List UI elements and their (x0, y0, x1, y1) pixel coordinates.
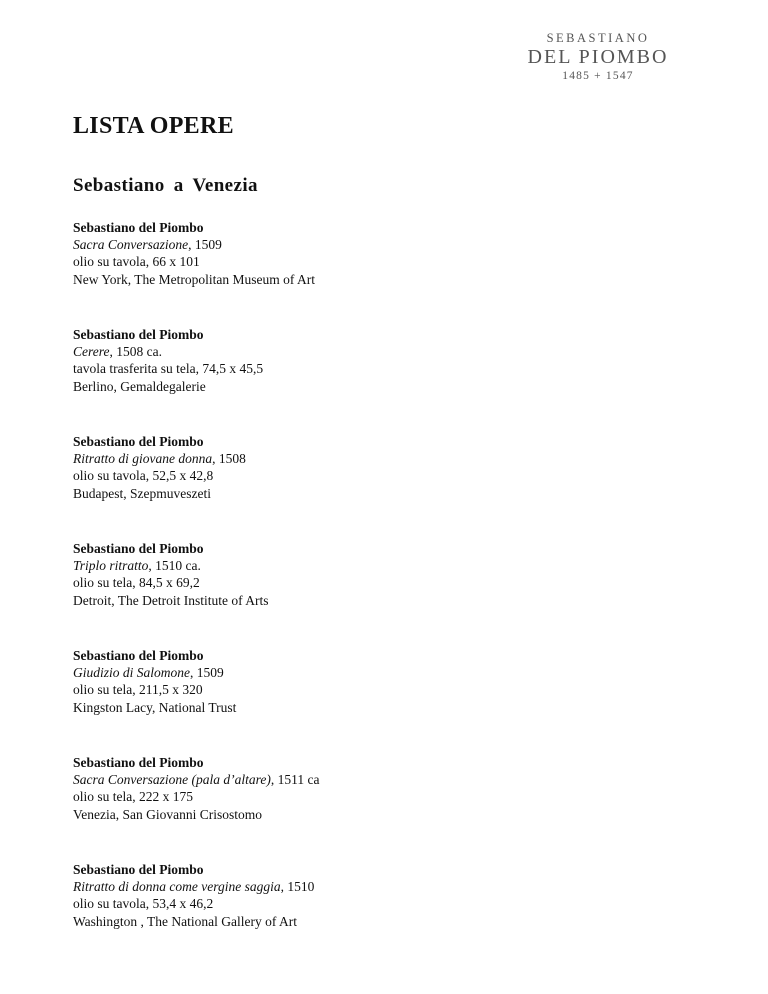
artwork-date: , 1511 ca (270, 772, 320, 788)
page-title: LISTA OPERE (73, 113, 234, 139)
artwork-artist: Sebastiano del Piombo (73, 648, 204, 663)
artwork-title: Cerere (73, 344, 110, 360)
artwork-date: , 1509 (190, 665, 224, 681)
logo-line-first-name: SEBASTIANO (546, 31, 650, 45)
artwork-entry (73, 219, 693, 326)
artwork-date: , 1510 (280, 879, 315, 895)
logo (498, 30, 698, 84)
artwork-location: Venezia, San Giovanni Crisostomo (73, 806, 262, 822)
artwork-artist: Sebastiano del Piombo (73, 862, 204, 877)
artwork-title: Ritratto di donna come vergine saggia (73, 879, 281, 895)
artwork-date: , 1510 ca. (148, 558, 201, 574)
artwork-title-line (73, 771, 693, 788)
artwork-title: Sacra Conversazione (pala d’altare) (73, 772, 271, 788)
artwork-medium: olio su tela, 84,5 x 69,2 (73, 575, 200, 591)
artwork-list (73, 219, 693, 968)
artwork-location: Kingston Lacy, National Trust (73, 699, 237, 715)
logo-line-surname: DEL PIOMBO (527, 46, 669, 68)
artwork-title-line (73, 236, 693, 253)
artwork-title: Triplo ritratto (73, 558, 149, 574)
artwork-medium: olio su tela, 211,5 x 320 (73, 682, 203, 698)
artwork-location: Detroit, The Detroit Institute of Arts (73, 592, 269, 608)
artwork-entry (73, 326, 693, 433)
artwork-title-line (73, 557, 693, 574)
artwork-artist: Sebastiano del Piombo (73, 541, 204, 556)
artwork-title-line (73, 664, 693, 681)
artwork-title-line (73, 450, 693, 467)
artwork-artist: Sebastiano del Piombo (73, 327, 204, 342)
artwork-medium: olio su tavola, 53,4 x 46,2 (73, 896, 214, 912)
artwork-artist: Sebastiano del Piombo (73, 434, 204, 449)
artwork-entry (73, 754, 693, 861)
artwork-artist: Sebastiano del Piombo (73, 755, 204, 770)
artwork-title: Sacra Conversazione (73, 237, 189, 253)
artwork-title: Ritratto di giovane donna (73, 451, 213, 467)
artwork-date: , 1508 ca. (109, 344, 162, 360)
artwork-entry (73, 647, 693, 754)
artwork-entry (73, 861, 693, 968)
artwork-title-line (73, 343, 693, 360)
artwork-entry (73, 540, 693, 647)
artwork-medium: tavola trasferita su tela, 74,5 x 45,5 (73, 361, 264, 377)
logo-line-years: 1485 + 1547 (562, 70, 634, 82)
artwork-date: , 1508 (212, 451, 246, 467)
artwork-location: Budapest, Szepmuveszeti (73, 485, 211, 501)
artwork-title-line (73, 878, 693, 895)
artwork-medium: olio su tavola, 52,5 x 42,8 (73, 468, 214, 484)
artwork-title: Giudizio di Salomone (73, 665, 190, 681)
artwork-date: , 1509 (188, 237, 222, 253)
artwork-location: New York, The Metropolitan Museum of Art (73, 271, 315, 287)
artwork-artist: Sebastiano del Piombo (73, 220, 204, 235)
artwork-location: Berlino, Gemaldegalerie (73, 378, 206, 394)
artwork-entry (73, 433, 693, 540)
artwork-location: Washington , The National Gallery of Art (73, 913, 297, 929)
artwork-medium: olio su tela, 222 x 175 (73, 789, 193, 805)
section-title: Sebastiano a Venezia (73, 175, 258, 196)
artwork-medium: olio su tavola, 66 x 101 (73, 254, 200, 270)
